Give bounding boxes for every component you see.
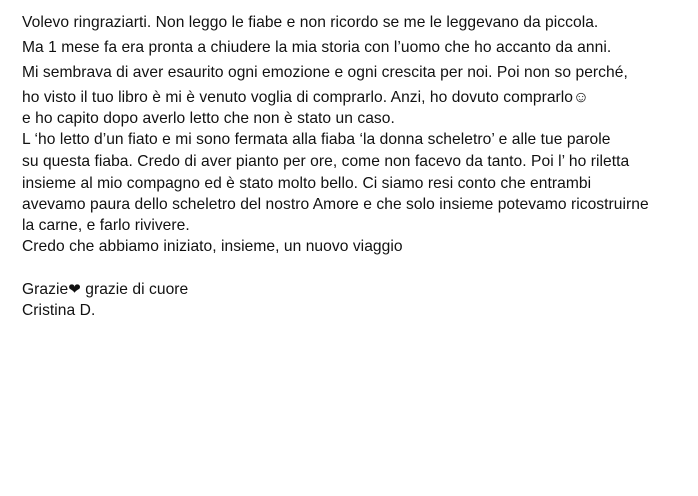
heart-icon: ❤ (68, 281, 81, 298)
letter-line-4: ho visto il tuo libro è mi è venuto voglia di comprarlo. Anzi, ho dovuto comprarlo☺ (22, 89, 589, 106)
letter-line-1: Volevo ringraziarti. Non leggo le fiabe e non ricordo se me le leggevano da piccola. (22, 14, 599, 31)
letter-line-6: L ‘ho letto d’un fiato e mi sono fermata alla fiaba ‘la donna scheletro’ e alle tue parole (22, 131, 611, 148)
letter-line-8: insieme al mio compagno ed è stato molto bello. Ci siamo resi conto che entrambi (22, 175, 592, 192)
signature: Cristina D. (22, 302, 96, 319)
letter-line-11: Credo che abbiamo iniziato, insieme, un nuovo viaggio (22, 238, 403, 255)
closing-thanks: Grazie (22, 281, 69, 298)
letter-line-10: la carne, e farlo rivivere. (22, 217, 190, 234)
letter-line-2: Ma 1 mese fa era pronta a chiudere la mia storia con l’uomo che ho accanto da anni. (22, 39, 612, 56)
letter-line-9: avevamo paura dello scheletro del nostro Amore e che solo insieme potevamo ricostruirne (22, 196, 649, 213)
closing-line (22, 281, 188, 299)
closing-thanks-heart: grazie di cuore (80, 281, 189, 298)
letter-line-7: su questa fiaba. Credo di aver pianto per ore, come non facevo da tanto. Poi l’ ho riletta (22, 153, 630, 170)
letter-line-3: Mi sembrava di aver esaurito ogni emozione e ogni crescita per noi. Poi non so perché, (22, 64, 628, 81)
letter-line-5: e ho capito dopo averlo letto che non è stato un caso. (22, 110, 395, 127)
